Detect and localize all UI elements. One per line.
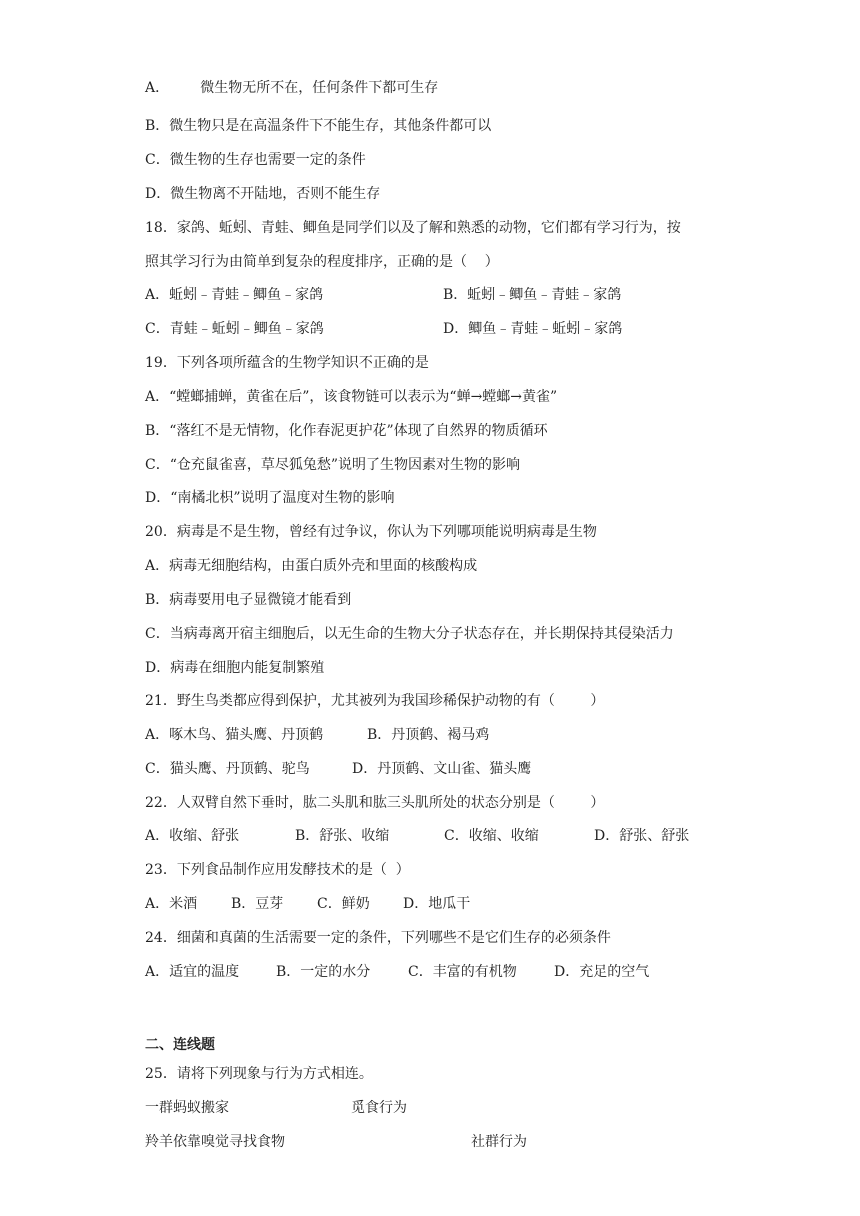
q23-option-b: B．豆芽 xyxy=(231,896,284,912)
section-heading: 二、连线题 xyxy=(145,1037,215,1053)
q17-option-c: C．微生物的生存也需要一定的条件 xyxy=(145,152,366,168)
q25-right-item-1: 觅食行为 xyxy=(351,1100,407,1116)
q19-option-d: D．“南橘北枳”说明了温度对生物的影响 xyxy=(145,490,395,506)
q18-stem-line2: 照其学习行为由简单到复杂的程度排序，正确的是（ ） xyxy=(145,254,499,270)
q17-option-b: B．微生物只是在高温条件下不能生存，其他条件都可以 xyxy=(145,118,492,134)
q21-option-b: B．丹顶鹤、褐马鸡 xyxy=(367,727,490,743)
q24-stem: 24．细菌和真菌的生活需要一定的条件，下列哪些不是它们生存的必须条件 xyxy=(145,930,611,946)
q24-option-a: A．适宜的温度 xyxy=(145,964,240,980)
q18-option-b: B．蚯蚓﹣鲫鱼﹣青蛙﹣家鸽 xyxy=(443,287,622,303)
q25-stem: 25．请将下列现象与行为方式相连。 xyxy=(145,1066,373,1082)
q20-stem: 20．病毒是不是生物，曾经有过争议，你认为下列哪项能说明病毒是生物 xyxy=(145,524,597,540)
q24-option-d: D．充足的空气 xyxy=(554,964,650,980)
q22-option-c: C．收缩、收缩 xyxy=(444,828,539,844)
q20-option-d: D．病毒在细胞内能复制繁殖 xyxy=(145,660,325,676)
q19-option-a: A．“螳螂捕蝉，黄雀在后”，该食物链可以表示为“蝉→螳螂→黄雀” xyxy=(145,389,558,405)
q18-option-a: A．蚯蚓﹣青蛙﹣鲫鱼﹣家鸽 xyxy=(145,287,324,303)
q22-stem: 22．人双臂自然下垂时，肱二头肌和肱三头肌所处的状态分别是（ ） xyxy=(145,795,605,811)
q22-option-b: B．舒张、收缩 xyxy=(295,828,390,844)
q19-option-c: C．“仓充鼠雀喜，草尽狐兔愁”说明了生物因素对生物的影响 xyxy=(145,457,521,473)
q25-right-item-2: 社群行为 xyxy=(471,1134,527,1150)
q18-option-c: C．青蛙﹣蚯蚓﹣鲫鱼﹣家鸽 xyxy=(145,321,324,337)
q17-option-a: A． 微生物无所不在，任何条件下都可生存 xyxy=(145,80,439,96)
q25-left-item-2: 羚羊依靠嗅觉寻找食物 xyxy=(145,1134,285,1150)
q21-stem: 21．野生鸟类都应得到保护，尤其被列为我国珍稀保护动物的有（ ） xyxy=(145,693,605,709)
q20-option-a: A．病毒无细胞结构，由蛋白质外壳和里面的核酸构成 xyxy=(145,558,478,574)
q22-option-a: A．收缩、舒张 xyxy=(145,828,240,844)
q23-stem: 23．下列食品制作应用发酵技术的是（ ） xyxy=(145,862,410,878)
q18-stem-line1: 18．家鸽、蚯蚓、青蛙、鲫鱼是同学们以及了解和熟悉的动物，它们都有学习行为，按 xyxy=(145,220,681,236)
q18-option-d: D．鲫鱼﹣青蛙﹣蚯蚓﹣家鸽 xyxy=(443,321,623,337)
q24-option-c: C．丰富的有机物 xyxy=(408,964,517,980)
q21-option-a: A．啄木鸟、猫头鹰、丹顶鹤 xyxy=(145,727,324,743)
q22-option-d: D．舒张、舒张 xyxy=(594,828,690,844)
q24-option-b: B．一定的水分 xyxy=(276,964,371,980)
q23-option-a: A．米酒 xyxy=(145,896,198,912)
q25-left-item-1: 一群蚂蚁搬家 xyxy=(145,1100,229,1116)
q17-option-d: D．微生物离不开陆地，否则不能生存 xyxy=(145,186,381,202)
q21-option-d: D．丹顶鹤、文山雀、猫头鹰 xyxy=(352,761,532,777)
q21-option-c: C．猫头鹰、丹顶鹤、驼鸟 xyxy=(145,761,310,777)
q23-option-c: C．鲜奶 xyxy=(317,896,370,912)
q20-option-b: B．病毒要用电子显微镜才能看到 xyxy=(145,592,352,608)
q20-option-c: C．当病毒离开宿主细胞后，以无生命的生物大分子状态存在，并长期保持其侵染活力 xyxy=(145,626,674,642)
q19-option-b: B．“落红不是无情物，化作春泥更护花”体现了自然界的物质循环 xyxy=(145,423,548,439)
q23-option-d: D．地瓜干 xyxy=(403,896,471,912)
q19-stem: 19．下列各项所蕴含的生物学知识不正确的是 xyxy=(145,355,429,371)
